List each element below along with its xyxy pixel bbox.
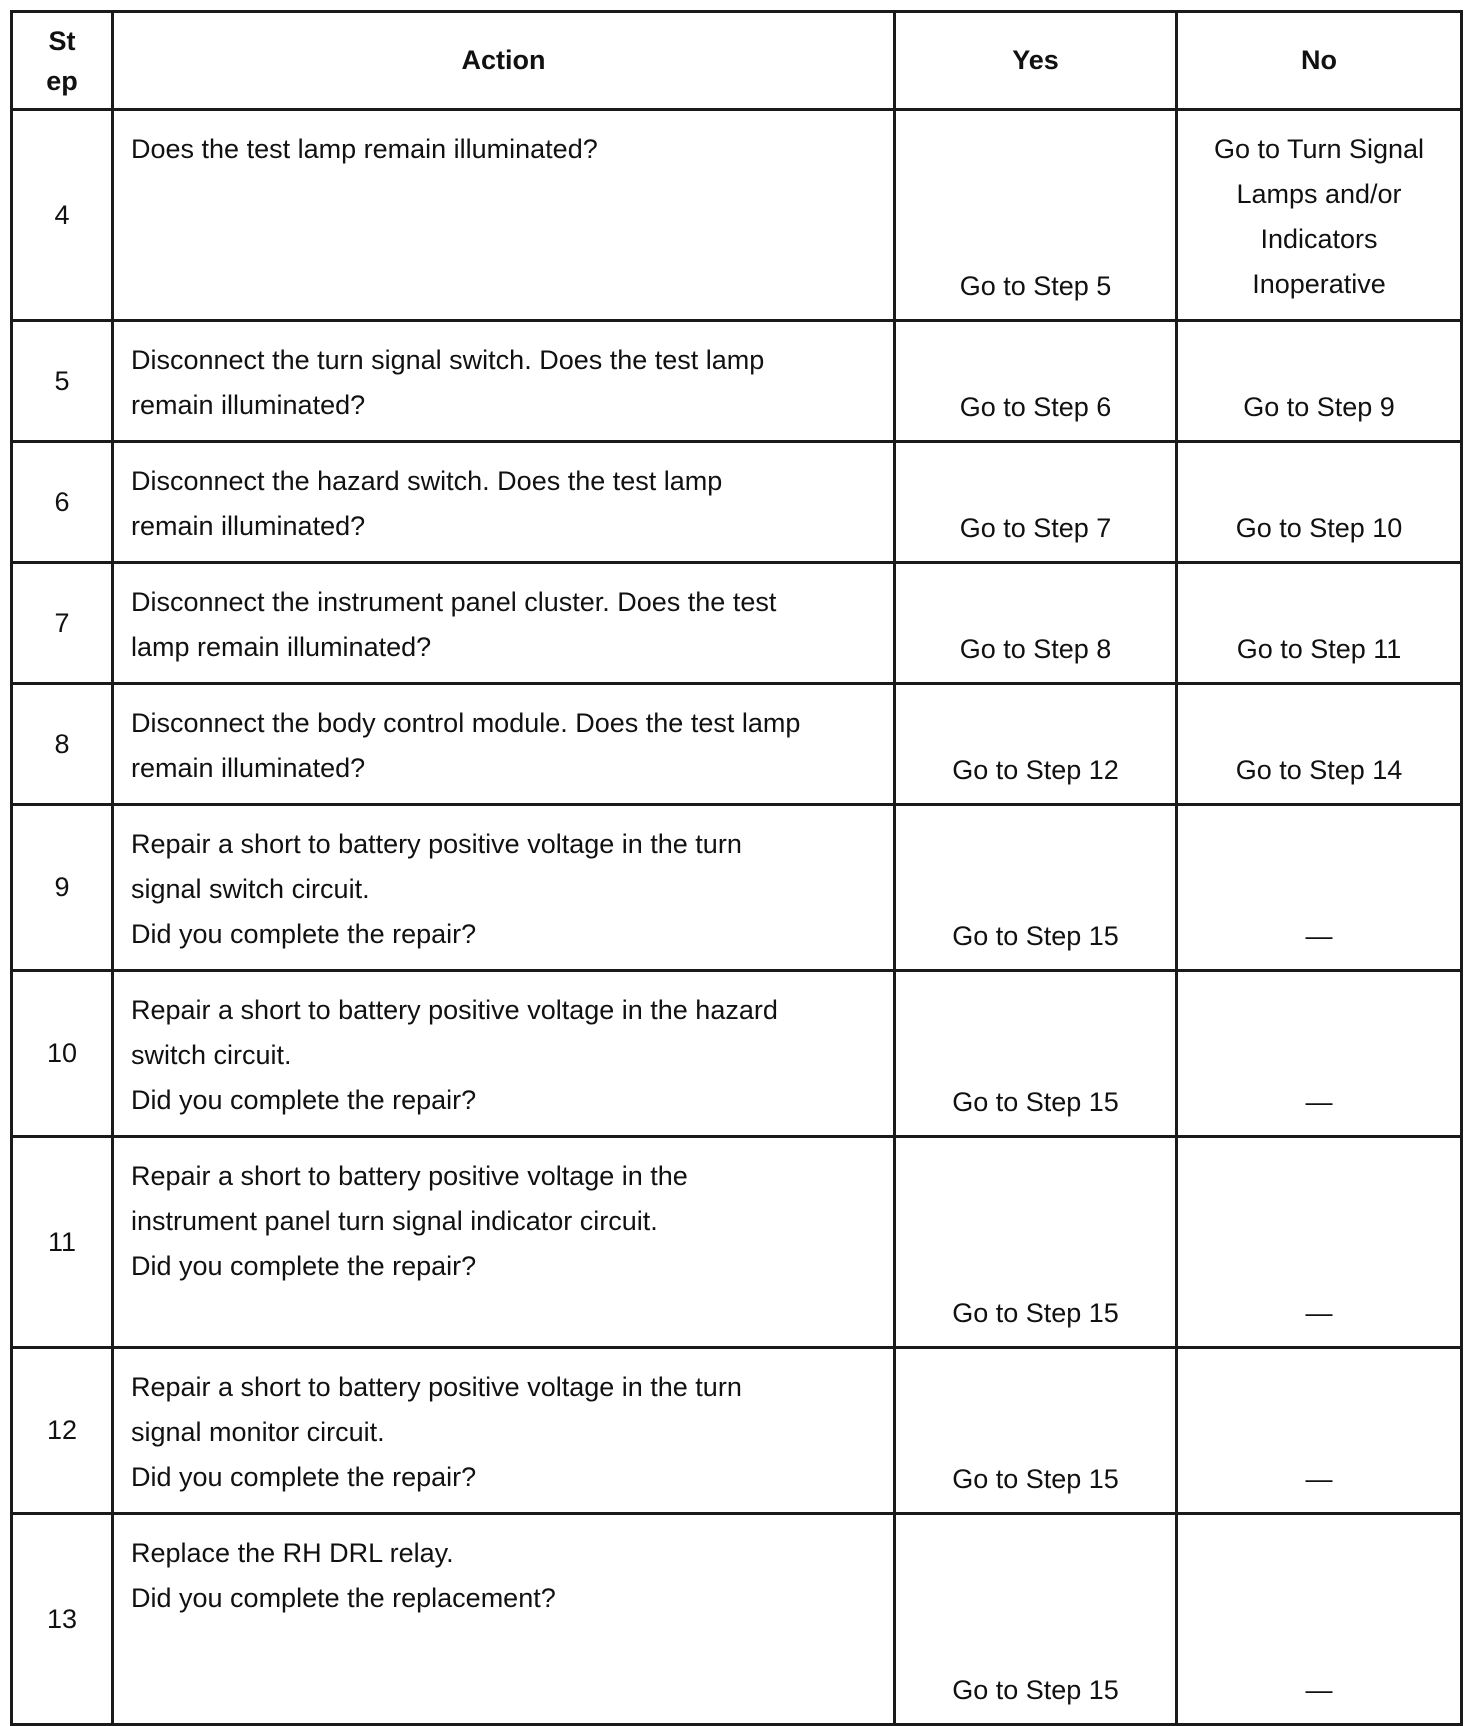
- action-line: Disconnect the hazard switch. Does the test lamp: [131, 466, 723, 496]
- no-cell: —: [1177, 1137, 1462, 1348]
- step-number: 9: [12, 805, 113, 971]
- action-line: Disconnect the instrument panel cluster. Does the test: [131, 587, 777, 617]
- action-line: remain illuminated?: [131, 511, 366, 541]
- action-line: Did you complete the repair?: [131, 919, 477, 949]
- no-line: Lamps and/or: [1236, 179, 1402, 209]
- yes-cell: Go to Step 12: [895, 684, 1177, 805]
- action-line: signal switch circuit.: [131, 874, 370, 904]
- yes-cell: Go to Step 15: [895, 1348, 1177, 1514]
- action-line: remain illuminated?: [131, 390, 366, 420]
- yes-cell: Go to Step 15: [895, 1514, 1177, 1725]
- action-line: Disconnect the turn signal switch. Does the test lamp: [131, 345, 765, 375]
- no-cell: Go to Step 14: [1177, 684, 1462, 805]
- no-cell: —: [1177, 805, 1462, 971]
- action-cell: [113, 1348, 895, 1514]
- step-number: 12: [12, 1348, 113, 1514]
- table-body: [12, 110, 1462, 1725]
- action-line: switch circuit.: [131, 1040, 292, 1070]
- action-line: Does the test lamp remain illuminated?: [131, 134, 598, 164]
- yes-cell: Go to Step 15: [895, 805, 1177, 971]
- yes-cell: Go to Step 15: [895, 971, 1177, 1137]
- action-cell: [113, 321, 895, 442]
- table-row: [12, 1348, 1462, 1514]
- action-cell: [113, 442, 895, 563]
- no-column-header: No: [1177, 12, 1462, 110]
- no-cell: Go to Step 9: [1177, 321, 1462, 442]
- action-cell: [113, 971, 895, 1137]
- step-number: 6: [12, 442, 113, 563]
- step-number: 13: [12, 1514, 113, 1725]
- action-line: Repair a short to battery positive voltage in the turn: [131, 1372, 742, 1402]
- no-line: Go to Turn Signal: [1213, 134, 1425, 164]
- yes-column-header: Yes: [895, 12, 1177, 110]
- step-number: 11: [12, 1137, 113, 1348]
- table-row: [12, 563, 1462, 684]
- yes-cell: Go to Step 15: [895, 1137, 1177, 1348]
- action-line: lamp remain illuminated?: [131, 632, 432, 662]
- step-column-header: [12, 12, 113, 110]
- action-cell: [113, 684, 895, 805]
- table-row: [12, 321, 1462, 442]
- action-column-header: Action: [113, 12, 895, 110]
- step-number: 10: [12, 971, 113, 1137]
- action-line: Did you complete the repair?: [131, 1251, 477, 1281]
- action-cell: [113, 110, 895, 321]
- step-number: 8: [12, 684, 113, 805]
- action-line: Replace the RH DRL relay.: [131, 1538, 454, 1568]
- action-cell: [113, 1514, 895, 1725]
- action-line: Did you complete the repair?: [131, 1085, 477, 1115]
- action-line: remain illuminated?: [131, 753, 366, 783]
- step-number: 5: [12, 321, 113, 442]
- no-cell: Go to Step 11: [1177, 563, 1462, 684]
- no-cell: —: [1177, 971, 1462, 1137]
- action-line: Repair a short to battery positive voltage in the: [131, 1161, 688, 1191]
- yes-cell: Go to Step 5: [895, 110, 1177, 321]
- step-number: 4: [12, 110, 113, 321]
- action-line: Repair a short to battery positive voltage in the turn: [131, 829, 742, 859]
- action-cell: [113, 805, 895, 971]
- table-row: [12, 971, 1462, 1137]
- yes-cell: Go to Step 6: [895, 321, 1177, 442]
- step-number: 7: [12, 563, 113, 684]
- step-header-line1: St: [48, 25, 76, 56]
- yes-cell: Go to Step 7: [895, 442, 1177, 563]
- action-line: Repair a short to battery positive voltage in the hazard: [131, 995, 778, 1025]
- yes-cell: Go to Step 8: [895, 563, 1177, 684]
- no-cell: Go to Step 10: [1177, 442, 1462, 563]
- no-cell: [1177, 110, 1462, 321]
- table-row: [12, 1514, 1462, 1725]
- action-cell: [113, 1137, 895, 1348]
- table-header-row: [12, 12, 1462, 110]
- action-cell: [113, 563, 895, 684]
- table-row: [12, 110, 1462, 321]
- table-row: [12, 1137, 1462, 1348]
- no-line: Inoperative: [1252, 269, 1386, 299]
- table-row: [12, 805, 1462, 971]
- action-line: Did you complete the repair?: [131, 1462, 477, 1492]
- action-line: Did you complete the replacement?: [131, 1583, 556, 1613]
- diagnostic-table: [10, 10, 1463, 1726]
- table-row: [12, 442, 1462, 563]
- action-line: signal monitor circuit.: [131, 1417, 385, 1447]
- step-header-line2: ep: [46, 65, 78, 96]
- action-line: instrument panel turn signal indicator circuit.: [131, 1206, 658, 1236]
- no-line: Indicators: [1260, 224, 1378, 254]
- table-row: [12, 684, 1462, 805]
- action-line: Disconnect the body control module. Does the test lamp: [131, 708, 801, 738]
- no-cell: —: [1177, 1348, 1462, 1514]
- no-cell: —: [1177, 1514, 1462, 1725]
